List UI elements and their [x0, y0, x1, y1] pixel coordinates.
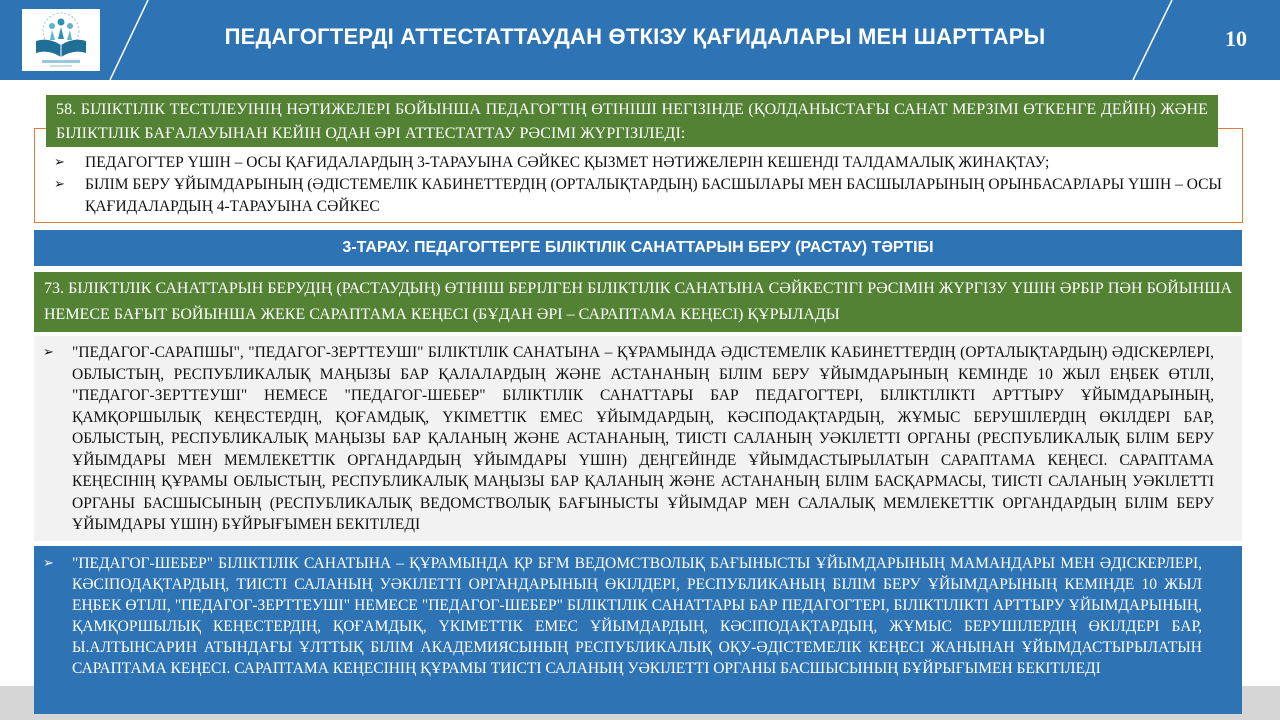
page-number: 10: [1225, 26, 1247, 51]
arrow-bullet-icon: ➢: [43, 556, 54, 571]
arrow-bullet-icon: ➢: [43, 345, 54, 360]
chapter-title: 3-ТАРАУ. ПЕДАГОГТЕРГЕ БІЛІКТІЛІК САНАТТАРЫН БЕРУ (РАСТАУ) ТӘРТІБІ: [34, 230, 1242, 266]
section-58-list: [54, 152, 1234, 218]
page-title: ПЕДАГОГТЕРДІ АТТЕСТАТТАУДАН ӨТКІЗУ ҚАҒИДАЛАРЫ МЕН ШАРТТАРЫ: [224, 24, 1046, 49]
section-73-item-master: [34, 546, 1242, 714]
list-item-text: "ПЕДАГОГ-ШЕБЕР" БІЛІКТІЛІК САНАТЫНА – ҚҰРАМЫНДА ҚР БҒМ ВЕДОМСТВОЛЫҚ БАҒЫНЫСТЫ ҰЙЫМДАРЫНЫҢ МАМАНДАРЫ МЕН ӘДІСКЕРЛЕРІ, КӘСІПОДАҚТАРДЫҢ, ТИІСТІ САЛАНЫҢ УӘКІЛЕТТІ ОРГАНДАРЫНЫҢ ӨКІЛДЕРІ, РЕСПУБЛИКАНЫҢ БІЛІМ БЕРУ ҰЙЫМДАРЫНЫҢ КЕМІНДЕ 10 ЖЫЛ ЕҢБЕК ӨТІЛІ, "ПЕДАГОГ-ЗЕРТТЕУШІ" НЕМЕСЕ "ПЕДАГОГ-ШЕБЕР" БІЛІКТІЛІК САНАТТАРЫ БАР ПЕДАГОГТЕРІ, БІЛІКТІЛІКТІ АРТТЫРУ ҰЙЫМДАРЫНЫҢ, ҚАМҚОРШЫЛЫҚ КЕҢЕСТЕРДІҢ, ҚОҒАМДЫҚ, ҮКІМЕТТІК ЕМЕС ҰЙЫМДАРДЫҢ, КӘСІПОДАҚТАРДЫҢ, ЖҰМЫС БЕРУШІЛЕРДІҢ ӨКІЛДЕРІ БАР, Ы.АЛТЫНСАРИН АТЫНДАҒЫ ҰЛТТЫҚ БІЛІМ АКАДЕМИЯСЫНЫҢ РЕСПУБЛИКАЛЫҚ ОҚУ-ӘДІСТЕМЕЛІК КЕҢЕСІ ЖАНЫНАН ҰЙЫМДАСТЫРЫЛАТЫН САРАПТАМА КЕҢЕСІ. САРАПТАМА КЕҢЕСІНІҢ ҚҰРАМЫ ТИІСТІ САЛАНЫҢ УӘКІЛЕТТІ ОРГАНЫ БАСШЫСЫНЫҢ БҰЙРЫҒЫМЕН БЕКІТІЛЕДІ: [72, 555, 1202, 677]
section-58-heading: 58. БІЛІКТІЛІК ТЕСТІЛЕУІНІҢ НӘТИЖЕЛЕРІ БОЙЫНША ПЕДАГОГТІҢ ӨТІНІШІ НЕГІЗІНДЕ (ҚОЛДАНЫСТАҒЫ САНАТ МЕРЗІМІ ӨТКЕНГЕ ДЕЙІН) ЖӘНЕ БІЛІКТІЛІК БАҒАЛАУЫНАН КЕЙІН ОДАН ӘРІ АТТЕСТАТТАУ РӘСІМІ ЖҮРГІЗІЛЕДІ:: [46, 95, 1218, 147]
list-item: [54, 174, 1234, 218]
list-item-text: "ПЕДАГОГ-САРАПШЫ", "ПЕДАГОГ-ЗЕРТТЕУШІ" БІЛІКТІЛІК САНАТЫНА – ҚҰРАМЫНДА ӘДІСТЕМЕЛІК КАБИНЕТТЕРДІҢ (ОРТАЛЫҚТАРДЫҢ) ӘДІСКЕРЛЕРІ, ОБЛЫСТЫҢ, РЕСПУБЛИКАЛЫҚ МАҢЫЗЫ БАР ҚАЛАЛАРДЫҢ ЖӘНЕ АСТАНАНЫҢ БІЛІМ БЕРУ ҰЙЫМДАРЫНЫҢ КЕМІНДЕ 10 ЖЫЛ ЕҢБЕК ӨТІЛІ, "ПЕДАГОГ-ЗЕРТТЕУШІ" НЕМЕСЕ "ПЕДАГОГ-ШЕБЕР" БІЛІКТІЛІК САНАТТАРЫ БАР ПЕДАГОГТЕРІ, БІЛІКТІЛІКТІ АРТТЫРУ ҰЙЫМДАРЫНЫҢ, ҚАМҚОРШЫЛЫҚ КЕҢЕСТЕРДІҢ, ҚОҒАМДЫҚ, ҮКІМЕТТІК ЕМЕС ҰЙЫМДАРДЫҢ, КӘСІПОДАҚТАРДЫҢ, ЖҰМЫС БЕРУШІЛЕРДІҢ ӨКІЛДЕРІ БАР, ОБЛЫСТЫҢ, РЕСПУБЛИКАЛЫҚ МАҢЫЗЫ БАР ҚАЛАНЫҢ ЖӘНЕ АСТАНАНЫҢ, ТИІСТІ САЛАНЫҢ УӘКІЛЕТТІ ОРГАНЫ (РЕСПУБЛИКАЛЫҚ БІЛІМ БЕРУ ҰЙЫМДАРЫ МЕН МЕМЛЕКЕТТІК ОРГАНДАРДЫҢ ҰЙЫМДАРЫ ҮШІН) ДЕҢГЕЙІНДЕ ҰЙЫМДАСТЫРЫЛАТЫН САРАПТАМА КЕҢЕСІ. САРАПТАМА КЕҢЕСІНІҢ ҚҰРАМЫ ОБЛЫСТЫҢ, РЕСПУБЛИКАЛЫҚ МАҢЫЗЫ БАР ҚАЛАНЫҢ ЖӘНЕ АСТАНАНЫҢ БІЛІМ БАСҚАРМАСЫ, ТИІСТІ САЛАНЫҢ УӘКІЛЕТТІ ОРГАНЫ БАСШЫСЫНЫҢ (РЕСПУБЛИКАЛЫҚ ВЕДОМСТВОЛЫҚ БАҒЫНЫСТЫ ҰЙЫМДАР МЕН САЛАЛЫҚ МЕМЛЕКЕТТІК ОРГАНДАРДЫҢ БІЛІМ БЕРУ ҰЙЫМДАРЫ ҮШІН) БҰЙРЫҒЫМЕН БЕКІТІЛЕДІ: [72, 344, 1214, 533]
list-item: [54, 152, 1234, 174]
section-73-item-expert-researcher: [34, 336, 1242, 541]
section-73-heading: 73. БІЛІКТІЛІК САНАТТАРЫН БЕРУДІҢ (РАСТАУДЫҢ) ӨТІНІШ БЕРІЛГЕН БІЛІКТІЛІК САНАТЫНА СӘЙКЕСТІГІ РӘСІМІН ЖҮРГІЗУ ҮШІН ӘРБІР ПӘН БОЙЫНША НЕМЕСЕ БАҒЫТ БОЙЫНША ЖЕКЕ САРАПТАМА КЕҢЕСІ (БҰДАН ӘРІ – САРАПТАМА КЕҢЕСІ) ҚҰРЫЛАДЫ: [34, 272, 1242, 332]
list-item-text: ПЕДАГОГТЕР ҮШІН – ОСЫ ҚАҒИДАЛАРДЫҢ 3-ТАРАУЫНА СӘЙКЕС ҚЫЗМЕТ НӘТИЖЕЛЕРІН КЕШЕНДІ ТАЛДАМАЛЫҚ ЖИНАҚТАУ;: [85, 154, 1050, 171]
book-people-logo-icon: [22, 9, 100, 71]
arrow-bullet-icon: ➢: [54, 177, 65, 192]
header-band: [0, 0, 1280, 80]
list-item-text: БІЛІМ БЕРУ ҰЙЫМДАРЫНЫҢ (ӘДІСТЕМЕЛІК КАБИНЕТТЕРДІҢ (ОРТАЛЫҚТАРДЫҢ) БАСШЫЛАРЫ МЕН БАСШЫЛАРЫНЫҢ ОРЫНБАСАРЛАРЫ ҮШІН – ОСЫ ҚАҒИДАЛАРДЫҢ 4-ТАРАУЫНА СӘЙКЕС: [85, 176, 1222, 215]
arrow-bullet-icon: ➢: [54, 155, 65, 170]
